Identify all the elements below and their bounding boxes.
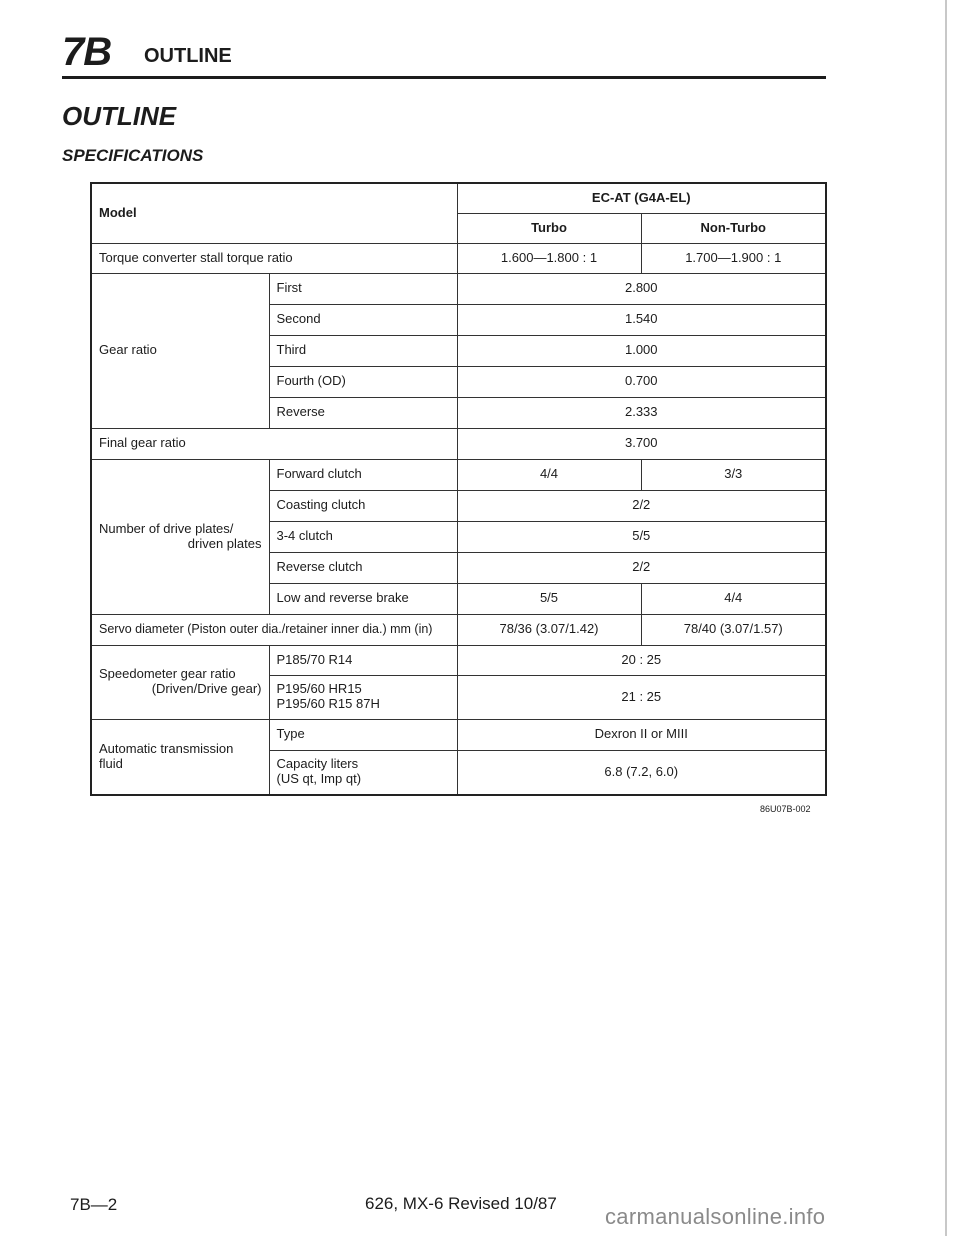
turbo-header: Turbo	[457, 213, 641, 243]
servo-nonturbo: 78/40 (3.07/1.57)	[641, 614, 826, 645]
speedometer-label-line1: Speedometer gear ratio	[99, 666, 236, 682]
chapter-title: OUTLINE	[144, 45, 232, 67]
drive-plates-label	[91, 459, 269, 614]
low-reverse-brake-turbo: 5/5	[457, 583, 641, 614]
drive-plates-label-line1: Number of drive plates/	[99, 520, 234, 536]
section-subtitle: SPECIFICATIONS	[62, 146, 204, 165]
speedometer-tire-1: P185/70 R14	[269, 645, 457, 675]
speedometer-label	[91, 645, 269, 719]
speedometer-label-line2: (Driven/Drive gear)	[151, 681, 262, 696]
atf-type-value: Dexron II or MIII	[457, 719, 826, 750]
atf-capacity-label-line2: (US qt, Imp qt)	[276, 771, 362, 787]
atf-label-line2: fluid	[99, 755, 123, 771]
torque-turbo: 1.600—1.800 : 1	[457, 243, 641, 273]
section-title: OUTLINE	[62, 101, 177, 131]
clutch-34-label: 3-4 clutch	[269, 521, 457, 552]
chapter-code: 7B	[62, 30, 112, 74]
gear-ratio-label: Gear ratio	[91, 273, 269, 428]
atf-label	[91, 719, 269, 795]
coasting-clutch-value: 2/2	[457, 490, 826, 521]
gear-name: Fourth (OD)	[269, 366, 457, 397]
atf-type-label: Type	[269, 719, 457, 750]
specifications-table	[90, 182, 827, 796]
model-header: Model	[91, 183, 457, 243]
figure-code: 86U07B-002	[760, 804, 811, 814]
servo-turbo: 78/36 (3.07/1.42)	[457, 614, 641, 645]
reverse-clutch-label: Reverse clutch	[269, 552, 457, 583]
gear-name: First	[269, 273, 457, 304]
gear-value: 1.540	[457, 304, 826, 335]
gear-name: Reverse	[269, 397, 457, 428]
final-gear-label: Final gear ratio	[91, 428, 457, 459]
page-number: 7B—2	[70, 1195, 118, 1214]
atf-capacity-label	[269, 750, 457, 795]
low-reverse-brake-nonturbo: 4/4	[641, 583, 826, 614]
forward-clutch-turbo: 4/4	[457, 459, 641, 490]
coasting-clutch-label: Coasting clutch	[269, 490, 457, 521]
nonturbo-header: Non-Turbo	[641, 213, 826, 243]
atf-capacity-label-line1: Capacity liters	[276, 756, 359, 772]
reverse-clutch-value: 2/2	[457, 552, 826, 583]
forward-clutch-nonturbo: 3/3	[641, 459, 826, 490]
speedometer-tire-2	[269, 675, 457, 719]
gear-name: Third	[269, 335, 457, 366]
drive-plates-label-line2: driven plates	[187, 535, 262, 551]
model-group-header: EC-AT (G4A-EL)	[457, 183, 826, 213]
gear-value: 2.333	[457, 397, 826, 428]
atf-capacity-value: 6.8 (7.2, 6.0)	[457, 750, 826, 795]
gear-name: Second	[269, 304, 457, 335]
header-rule	[62, 76, 826, 79]
low-reverse-brake-label: Low and reverse brake	[269, 583, 457, 614]
torque-label: Torque converter stall torque ratio	[91, 243, 457, 273]
watermark-text: carmanualsonline.info	[605, 1204, 826, 1229]
scan-edge	[945, 0, 947, 1236]
final-gear-value: 3.700	[457, 428, 826, 459]
forward-clutch-label: Forward clutch	[269, 459, 457, 490]
clutch-34-value: 5/5	[457, 521, 826, 552]
speedometer-tire-2b: P195/60 R15 87H	[276, 696, 380, 711]
gear-value: 1.000	[457, 335, 826, 366]
gear-value: 0.700	[457, 366, 826, 397]
atf-label-line1: Automatic transmission	[99, 740, 234, 756]
servo-label: Servo diameter (Piston outer dia./retainer inner dia.) mm (in)	[91, 614, 457, 645]
speedometer-tire-2a: P195/60 HR15	[276, 681, 362, 697]
gear-value: 2.800	[457, 273, 826, 304]
revision-note: 626, MX-6 Revised 10/87	[365, 1194, 557, 1213]
torque-nonturbo: 1.700—1.900 : 1	[641, 243, 826, 273]
speedometer-value-2: 21 : 25	[457, 675, 826, 719]
speedometer-value-1: 20 : 25	[457, 645, 826, 675]
